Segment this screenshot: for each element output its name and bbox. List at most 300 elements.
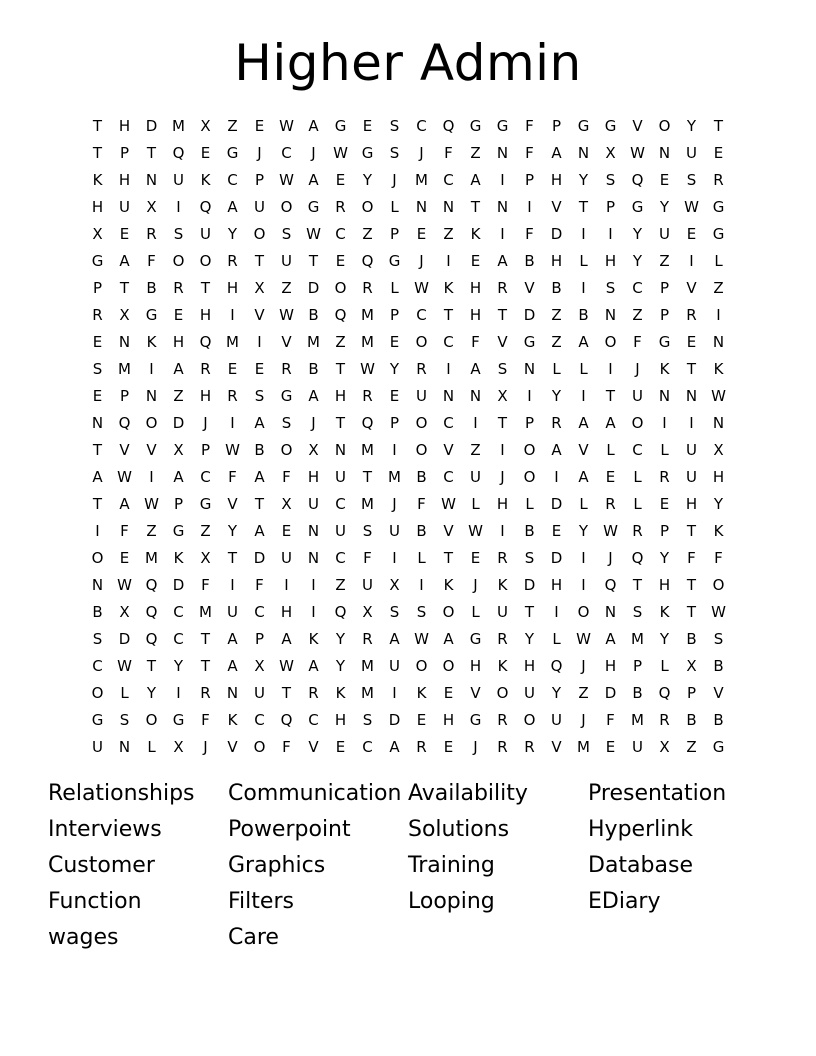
grid-letter: R	[497, 548, 508, 567]
grid-letter: C	[362, 737, 373, 756]
grid-letter: E	[254, 359, 265, 378]
grid-letter: T	[92, 494, 103, 513]
grid-letter: K	[497, 656, 508, 675]
grid-letter: L	[525, 494, 534, 513]
grid-letter: O	[415, 413, 428, 432]
grid-letter: R	[632, 521, 643, 540]
grid-letter: Y	[173, 656, 184, 675]
grid-letter: A	[254, 413, 265, 432]
grid-letter: Y	[389, 359, 400, 378]
grid-letter: I	[527, 197, 532, 216]
grid-letter: S	[416, 602, 427, 621]
word-list-item: Database	[588, 853, 693, 878]
grid-letter: K	[173, 548, 184, 567]
grid-letter: O	[658, 116, 671, 135]
grid-letter: R	[281, 359, 292, 378]
grid-letter: N	[118, 737, 131, 756]
grid-letter: C	[254, 710, 265, 729]
grid-letter: V	[227, 494, 238, 513]
grid-letter: E	[389, 386, 400, 405]
grid-letter: Q	[118, 413, 131, 432]
grid-letter: D	[172, 413, 185, 432]
grid-letter: W	[441, 494, 456, 513]
grid-letter: N	[577, 143, 590, 162]
grid-letter: P	[524, 413, 535, 432]
word-list	[48, 776, 788, 956]
grid-letter: V	[146, 440, 157, 459]
grid-letter: H	[91, 197, 104, 216]
grid-letter: A	[227, 197, 238, 216]
grid-letter: L	[660, 656, 669, 675]
grid-letter: E	[119, 548, 130, 567]
grid-letter: P	[686, 683, 697, 702]
grid-letter: I	[608, 359, 613, 378]
grid-letter: I	[662, 413, 667, 432]
grid-letter: H	[550, 170, 563, 189]
grid-letter: N	[469, 386, 482, 405]
grid-letter: C	[227, 170, 238, 189]
grid-letter: I	[581, 224, 586, 243]
grid-letter: A	[173, 467, 184, 486]
grid-letter: I	[311, 602, 316, 621]
grid-letter: Q	[442, 116, 455, 135]
grid-letter: C	[308, 710, 319, 729]
grid-letter: I	[500, 224, 505, 243]
grid-letter: C	[92, 656, 103, 675]
grid-letter: Y	[551, 386, 562, 405]
grid-letter: N	[226, 683, 239, 702]
grid-letter: O	[145, 710, 158, 729]
grid-letter: G	[199, 494, 212, 513]
grid-letter: H	[199, 386, 212, 405]
grid-letter: D	[523, 575, 536, 594]
grid-letter: H	[334, 710, 347, 729]
grid-letter: A	[605, 629, 616, 648]
grid-letter: T	[632, 575, 643, 594]
grid-letter: J	[392, 170, 397, 189]
grid-letter: R	[686, 305, 697, 324]
grid-letter: Y	[146, 683, 157, 702]
grid-letter: L	[471, 494, 480, 513]
grid-letter: G	[469, 629, 482, 648]
grid-letter: C	[443, 467, 454, 486]
grid-letter: U	[281, 548, 292, 567]
grid-letter: T	[200, 629, 211, 648]
grid-letter: Q	[604, 575, 617, 594]
grid-letter: N	[307, 521, 320, 540]
grid-letter: K	[200, 170, 211, 189]
grid-letter: G	[577, 116, 590, 135]
grid-letter: H	[334, 386, 347, 405]
grid-letter: U	[659, 224, 670, 243]
grid-letter: T	[713, 116, 724, 135]
grid-letter: A	[551, 440, 562, 459]
grid-letter: L	[606, 440, 615, 459]
grid-letter: O	[523, 710, 536, 729]
grid-letter: T	[254, 494, 265, 513]
grid-letter: G	[658, 332, 671, 351]
grid-letter: D	[253, 548, 266, 567]
grid-letter: E	[713, 143, 724, 162]
grid-letter: F	[687, 548, 696, 567]
grid-letter: W	[117, 575, 132, 594]
grid-letter: I	[500, 170, 505, 189]
grid-letter: A	[443, 629, 454, 648]
grid-letter: S	[254, 386, 265, 405]
grid-letter: B	[308, 359, 319, 378]
grid-letter: R	[659, 467, 670, 486]
grid-letter: W	[576, 629, 591, 648]
grid-letter: S	[119, 710, 130, 729]
grid-letter: V	[524, 278, 535, 297]
grid-letter: E	[416, 710, 427, 729]
grid-letter: A	[308, 116, 319, 135]
grid-letter: D	[523, 305, 536, 324]
grid-letter: X	[119, 602, 130, 621]
grid-letter: E	[686, 224, 697, 243]
grid-letter: P	[659, 278, 670, 297]
grid-letter: I	[311, 575, 316, 594]
grid-letter: H	[685, 494, 698, 513]
grid-letter: X	[173, 737, 184, 756]
grid-letter: G	[712, 224, 725, 243]
grid-letter: U	[551, 710, 562, 729]
grid-letter: P	[200, 440, 211, 459]
grid-letter: T	[281, 683, 292, 702]
grid-letter: U	[686, 467, 697, 486]
grid-letter: I	[95, 521, 100, 540]
grid-letter: T	[119, 278, 130, 297]
grid-letter: S	[281, 413, 292, 432]
grid-letter: X	[497, 386, 508, 405]
grid-letter: Y	[713, 494, 724, 513]
grid-letter: Q	[199, 332, 212, 351]
word-list-item: Relationships	[48, 781, 195, 806]
grid-letter: C	[335, 494, 346, 513]
grid-letter: C	[335, 224, 346, 243]
grid-letter: R	[362, 629, 373, 648]
grid-letter: H	[523, 656, 536, 675]
grid-letter: I	[473, 413, 478, 432]
grid-letter: F	[228, 467, 237, 486]
grid-letter: T	[146, 656, 157, 675]
grid-letter: T	[254, 251, 265, 270]
grid-letter: B	[308, 305, 319, 324]
grid-letter: N	[91, 413, 104, 432]
grid-letter: L	[714, 251, 723, 270]
grid-letter: I	[392, 683, 397, 702]
grid-letter: W	[279, 116, 294, 135]
grid-letter: E	[470, 251, 481, 270]
grid-letter: I	[176, 683, 181, 702]
grid-letter: Z	[200, 521, 211, 540]
grid-letter: I	[689, 251, 694, 270]
grid-letter: G	[631, 197, 644, 216]
grid-letter: U	[686, 143, 697, 162]
grid-letter: L	[633, 467, 642, 486]
grid-letter: N	[685, 386, 698, 405]
grid-letter: G	[712, 737, 725, 756]
grid-letter: M	[226, 332, 239, 351]
grid-letter: R	[200, 683, 211, 702]
grid-letter: U	[362, 575, 373, 594]
grid-letter: H	[604, 656, 617, 675]
grid-letter: Y	[524, 629, 535, 648]
grid-letter: K	[659, 359, 670, 378]
grid-letter: L	[633, 494, 642, 513]
grid-letter: S	[389, 143, 400, 162]
grid-letter: F	[282, 737, 291, 756]
grid-letter: G	[361, 143, 374, 162]
grid-letter: J	[203, 737, 208, 756]
grid-letter: K	[146, 332, 157, 351]
grid-letter: Y	[578, 521, 589, 540]
grid-letter: R	[227, 386, 238, 405]
grid-letter: A	[389, 737, 400, 756]
grid-letter: U	[632, 386, 643, 405]
grid-letter: H	[118, 116, 131, 135]
grid-letter: Y	[227, 224, 238, 243]
grid-letter: W	[630, 143, 645, 162]
grid-letter: A	[119, 494, 130, 513]
grid-letter: J	[257, 143, 262, 162]
grid-letter: I	[446, 251, 451, 270]
word-list-item: Function	[48, 889, 142, 914]
grid-letter: G	[172, 521, 185, 540]
grid-letter: G	[469, 116, 482, 135]
grid-letter: H	[172, 332, 185, 351]
grid-letter: K	[443, 575, 454, 594]
grid-letter: S	[362, 521, 373, 540]
grid-letter: M	[631, 710, 644, 729]
grid-letter: S	[686, 170, 697, 189]
grid-letter: J	[635, 359, 640, 378]
grid-letter: L	[417, 548, 426, 567]
grid-letter: K	[308, 629, 319, 648]
grid-letter: E	[335, 737, 346, 756]
grid-letter: J	[473, 575, 478, 594]
grid-letter: V	[686, 278, 697, 297]
grid-letter: I	[527, 386, 532, 405]
grid-letter: E	[92, 386, 103, 405]
grid-letter: X	[713, 440, 724, 459]
grid-letter: I	[446, 359, 451, 378]
grid-letter: C	[443, 413, 454, 432]
word-list-item: EDiary	[588, 889, 661, 914]
grid-letter: R	[713, 170, 724, 189]
grid-letter: P	[389, 305, 400, 324]
grid-letter: I	[689, 413, 694, 432]
grid-letter: V	[254, 305, 265, 324]
grid-letter: Y	[659, 548, 670, 567]
grid-letter: B	[416, 467, 427, 486]
grid-letter: P	[524, 170, 535, 189]
grid-letter: E	[443, 737, 454, 756]
grid-letter: Z	[551, 305, 562, 324]
grid-letter: K	[92, 170, 103, 189]
grid-letter: E	[551, 521, 562, 540]
grid-letter: Y	[659, 629, 670, 648]
word-list-item: Presentation	[588, 781, 727, 806]
grid-letter: V	[578, 440, 589, 459]
grid-letter: G	[91, 251, 104, 270]
grid-letter: U	[524, 683, 535, 702]
grid-letter: N	[442, 197, 455, 216]
grid-letter: M	[361, 440, 374, 459]
word-list-item: Graphics	[228, 853, 326, 878]
grid-letter: R	[551, 413, 562, 432]
grid-letter: O	[280, 197, 293, 216]
grid-letter: K	[659, 602, 670, 621]
grid-letter: J	[419, 251, 424, 270]
word-list-item: Availability	[408, 781, 528, 806]
grid-letter: Z	[470, 440, 481, 459]
grid-letter: R	[92, 305, 103, 324]
grid-letter: X	[254, 656, 265, 675]
grid-letter: B	[524, 251, 535, 270]
grid-letter: I	[284, 575, 289, 594]
grid-letter: A	[308, 656, 319, 675]
grid-letter: E	[443, 683, 454, 702]
grid-letter: W	[414, 629, 429, 648]
grid-letter: B	[146, 278, 157, 297]
grid-letter: N	[523, 359, 536, 378]
grid-letter: Z	[227, 116, 238, 135]
grid-letter: W	[279, 305, 294, 324]
grid-letter: C	[632, 278, 643, 297]
grid-letter: H	[496, 494, 509, 513]
grid-letter: V	[119, 440, 130, 459]
grid-letter: I	[176, 197, 181, 216]
grid-letter: J	[500, 467, 505, 486]
grid-letter: A	[254, 467, 265, 486]
grid-letter: H	[226, 278, 239, 297]
grid-letter: V	[470, 683, 481, 702]
grid-letter: O	[415, 440, 428, 459]
grid-letter: E	[605, 737, 616, 756]
grid-letter: S	[92, 629, 103, 648]
grid-letter: D	[388, 710, 401, 729]
grid-letter: H	[199, 305, 212, 324]
grid-letter: P	[119, 386, 130, 405]
grid-letter: V	[497, 332, 508, 351]
grid-letter: O	[280, 440, 293, 459]
grid-letter: A	[578, 413, 589, 432]
grid-letter: X	[146, 197, 157, 216]
grid-letter: A	[281, 629, 292, 648]
grid-letter: Z	[686, 737, 697, 756]
grid-letter: G	[469, 710, 482, 729]
grid-letter: B	[254, 440, 265, 459]
grid-letter: O	[172, 251, 185, 270]
grid-letter: I	[581, 386, 586, 405]
grid-letter: N	[496, 143, 509, 162]
grid-letter: X	[605, 143, 616, 162]
grid-letter: R	[173, 278, 184, 297]
grid-letter: W	[468, 521, 483, 540]
grid-letter: O	[199, 251, 212, 270]
grid-letter: B	[632, 683, 643, 702]
grid-letter: M	[631, 629, 644, 648]
grid-letter: Z	[281, 278, 292, 297]
grid-letter: W	[279, 656, 294, 675]
grid-letter: N	[442, 386, 455, 405]
grid-letter: M	[415, 170, 428, 189]
grid-letter: T	[200, 656, 211, 675]
grid-letter: N	[712, 413, 725, 432]
grid-letter: Q	[172, 143, 185, 162]
grid-letter: T	[335, 359, 346, 378]
grid-letter: H	[280, 602, 293, 621]
grid-letter: G	[307, 197, 320, 216]
grid-letter: E	[335, 251, 346, 270]
grid-letter: L	[579, 251, 588, 270]
grid-letter: T	[308, 251, 319, 270]
grid-letter: U	[389, 521, 400, 540]
grid-letter: E	[254, 116, 265, 135]
grid-letter: S	[389, 602, 400, 621]
grid-letter: Z	[470, 143, 481, 162]
grid-letter: I	[230, 413, 235, 432]
grid-letter: S	[173, 224, 184, 243]
grid-letter: X	[119, 305, 130, 324]
grid-letter: E	[389, 332, 400, 351]
grid-letter: I	[392, 440, 397, 459]
grid-letter: M	[172, 116, 185, 135]
grid-letter: I	[392, 548, 397, 567]
grid-letter: N	[604, 602, 617, 621]
grid-letter: R	[497, 710, 508, 729]
grid-letter: S	[632, 602, 643, 621]
grid-letter: Q	[631, 170, 644, 189]
grid-letter: T	[443, 305, 454, 324]
grid-letter: O	[442, 656, 455, 675]
grid-letter: E	[470, 548, 481, 567]
grid-letter: B	[713, 656, 724, 675]
grid-letter: R	[497, 737, 508, 756]
grid-letter: E	[659, 170, 670, 189]
grid-letter: Q	[631, 548, 644, 567]
grid-letter: D	[550, 494, 563, 513]
grid-letter: S	[497, 359, 508, 378]
grid-letter: R	[497, 278, 508, 297]
grid-letter: J	[203, 413, 208, 432]
grid-letter: I	[716, 305, 721, 324]
grid-letter: W	[225, 440, 240, 459]
grid-letter: U	[227, 602, 238, 621]
word-list-item: Communication	[228, 781, 402, 806]
grid-letter: A	[308, 386, 319, 405]
grid-letter: A	[173, 359, 184, 378]
grid-letter: T	[92, 440, 103, 459]
grid-letter: S	[92, 359, 103, 378]
grid-letter: D	[604, 683, 617, 702]
word-search-grid	[84, 112, 732, 760]
grid-letter: T	[578, 197, 589, 216]
grid-letter: S	[389, 116, 400, 135]
grid-letter: B	[713, 710, 724, 729]
grid-letter: P	[551, 116, 562, 135]
grid-letter: O	[253, 737, 266, 756]
grid-letter: F	[282, 467, 291, 486]
word-list-item: Customer	[48, 853, 155, 878]
grid-letter: M	[361, 656, 374, 675]
grid-letter: Q	[145, 575, 158, 594]
grid-letter: U	[416, 386, 427, 405]
grid-letter: F	[606, 710, 615, 729]
grid-letter: U	[632, 737, 643, 756]
grid-letter: I	[581, 548, 586, 567]
